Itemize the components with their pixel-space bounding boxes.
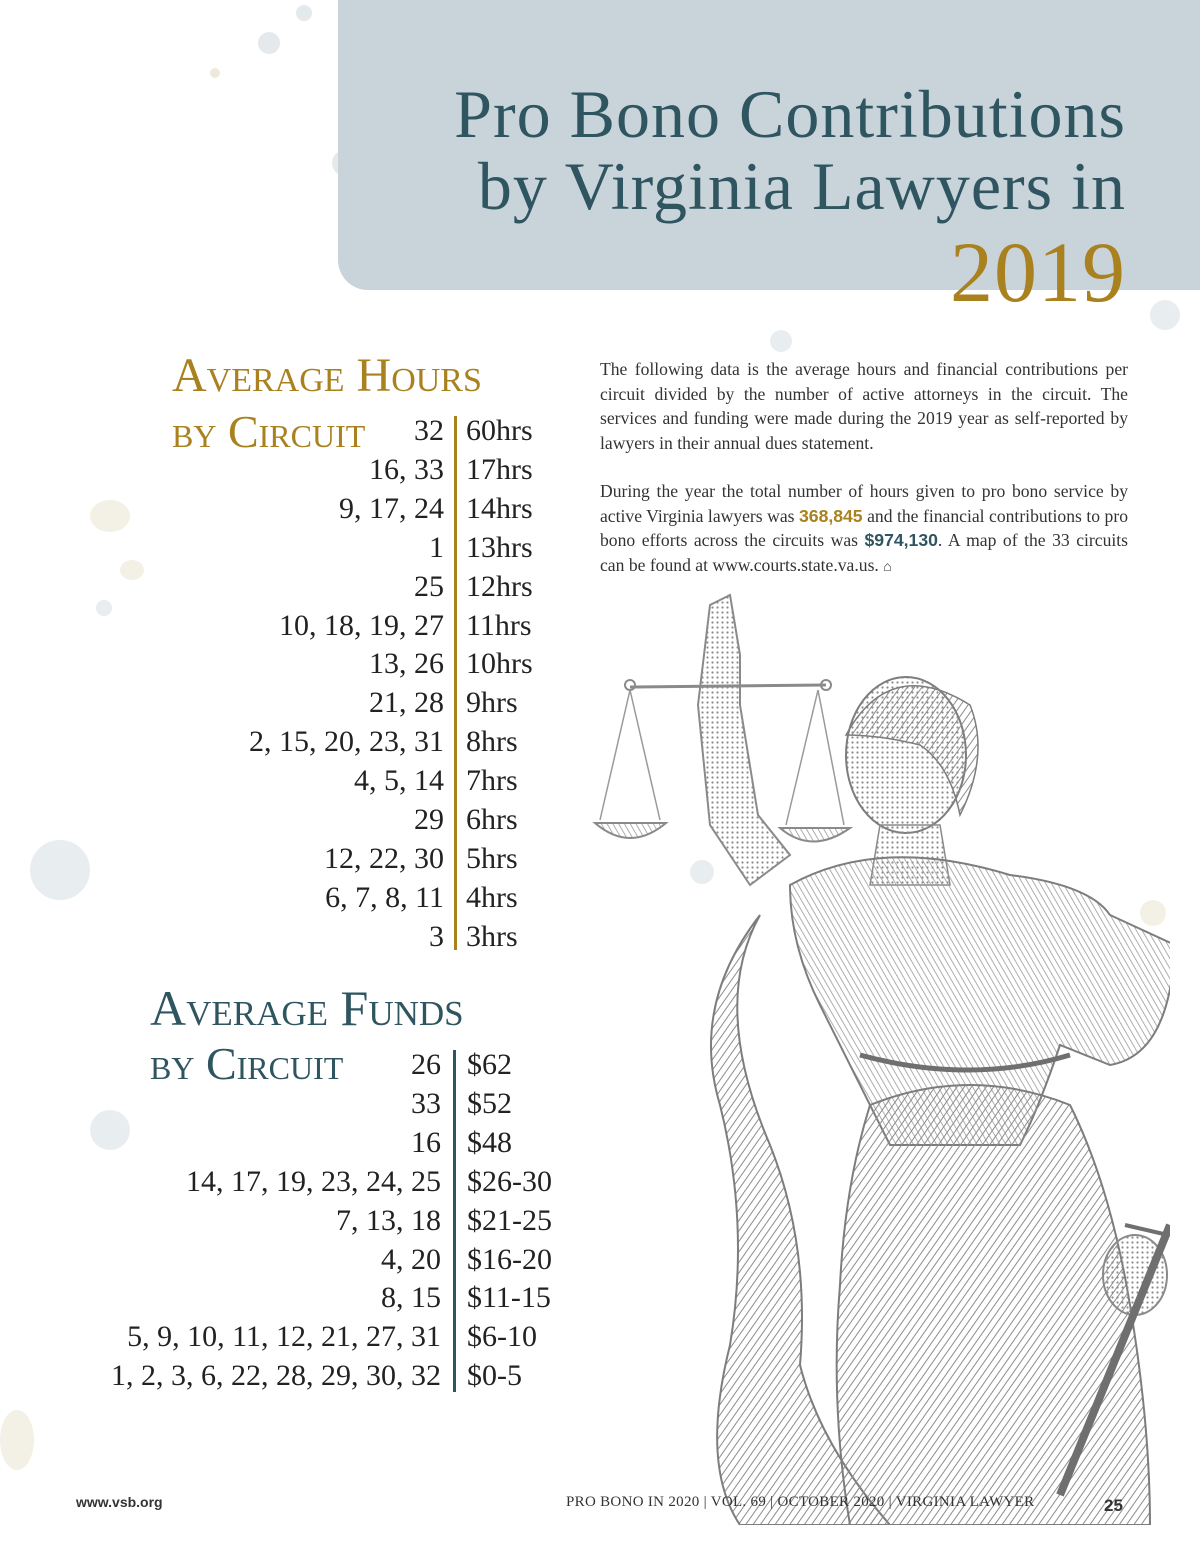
page-number: 25 [1104,1496,1123,1515]
intro-p2-start: During the year the total number of hours given to pro bono service by active Virginia lawyers was [600,481,1128,526]
funds-circuits: 26 [411,1048,441,1081]
funds-circuits: 7, 13, 18 [336,1203,441,1237]
hours-circuits: 1 [429,530,444,564]
hours-value: 8hrs [466,725,518,759]
funds-circuits: 5, 9, 10, 11, 12, 21, 27, 31 [127,1320,441,1354]
hours-circuits: 4, 5, 14 [354,764,444,798]
hours-circuits: 13, 26 [369,647,444,681]
hours-circuits: 32 [414,414,444,447]
funds-value: $48 [467,1125,512,1159]
intro-paragraph-2 [600,479,1128,580]
hours-value: 13hrs [466,530,533,564]
hours-value: 17hrs [466,452,533,486]
funds-value: $11-15 [467,1281,551,1315]
funds-value: $16-20 [467,1242,552,1276]
intro-p2-end: . A map of the 33 circuits can be found at www.courts.state.va.us. [600,530,1128,575]
hours-value: 14hrs [466,491,533,525]
lady-justice-icon [590,585,1170,1525]
hours-value: 3hrs [466,919,518,953]
funds-circuits: 4, 20 [381,1242,441,1276]
hours-value: 60hrs [466,414,533,447]
hours-value: 7hrs [466,764,518,798]
hours-heading-line1: Average Hours [172,349,482,402]
hours-value: 11hrs [466,608,532,642]
page-title [454,78,1126,320]
total-hours-value: 368,845 [799,505,863,526]
hours-circuits: 29 [414,803,444,836]
hours-circuits: 10, 18, 19, 27 [279,608,444,642]
funds-value: $26-30 [467,1164,552,1198]
hours-value: 12hrs [466,569,533,603]
footer-issue: PRO BONO IN 2020 | VOL. 69 | OCTOBER 2020 | VIRGINIA LAWYER [566,1494,1035,1510]
total-funds-value: $974,130 [864,530,938,550]
hours-circuits: 12, 22, 30 [324,841,444,875]
title-line-2: by Virginia Lawyers in [477,148,1126,224]
funds-value: $52 [467,1086,512,1120]
hours-value: 9hrs [466,686,518,720]
funds-heading-line1: Average Funds [150,980,464,1036]
title-line-1: Pro Bono Contributions [454,76,1126,152]
intro-text [600,357,1128,604]
title-year: 2019 [950,224,1126,320]
funds-circuits: 8, 15 [381,1281,441,1315]
intro-paragraph-1: The following data is the average hours and financial contributions per circuit divided by the number of active attorneys in the circuit. The services and funding were made during the 2019 year as self-reported by lawyers in their annual dues statement. [600,359,1128,453]
hours-value: 10hrs [466,647,533,681]
funds-value: $0-5 [467,1359,522,1393]
hours-value: 4hrs [466,880,518,914]
funds-divider [453,1050,456,1392]
hours-circuits: 6, 7, 8, 11 [325,880,444,914]
end-mark-icon: ⌂ [883,559,892,575]
hours-divider [454,416,457,950]
hours-circuits: 9, 17, 24 [339,491,444,525]
funds-value: $21-25 [467,1203,552,1237]
hours-circuits: 2, 15, 20, 23, 31 [249,725,444,759]
funds-circuits: 33 [411,1086,441,1120]
hours-circuits: 16, 33 [369,452,444,486]
footer-website: www.vsb.org [76,1494,163,1510]
hours-value: 5hrs [466,841,518,875]
hours-circuits: 25 [414,569,444,603]
funds-value: $6-10 [467,1320,537,1354]
funds-circuits: 16 [411,1125,441,1159]
funds-circuits: 14, 17, 19, 23, 24, 25 [186,1164,441,1198]
intro-p2-mid: and the financial contributions to pro bono efforts across the circuits was [600,505,1128,550]
hours-circuits: 21, 28 [369,686,444,720]
funds-value: $62 [467,1048,512,1081]
hours-circuits: 3 [429,919,444,953]
funds-heading-line2: by Circuit [150,1038,344,1089]
hours-heading-line2: by Circuit [172,406,366,457]
funds-circuits: 1, 2, 3, 6, 22, 28, 29, 30, 32 [111,1359,441,1393]
hours-value: 6hrs [466,803,518,836]
